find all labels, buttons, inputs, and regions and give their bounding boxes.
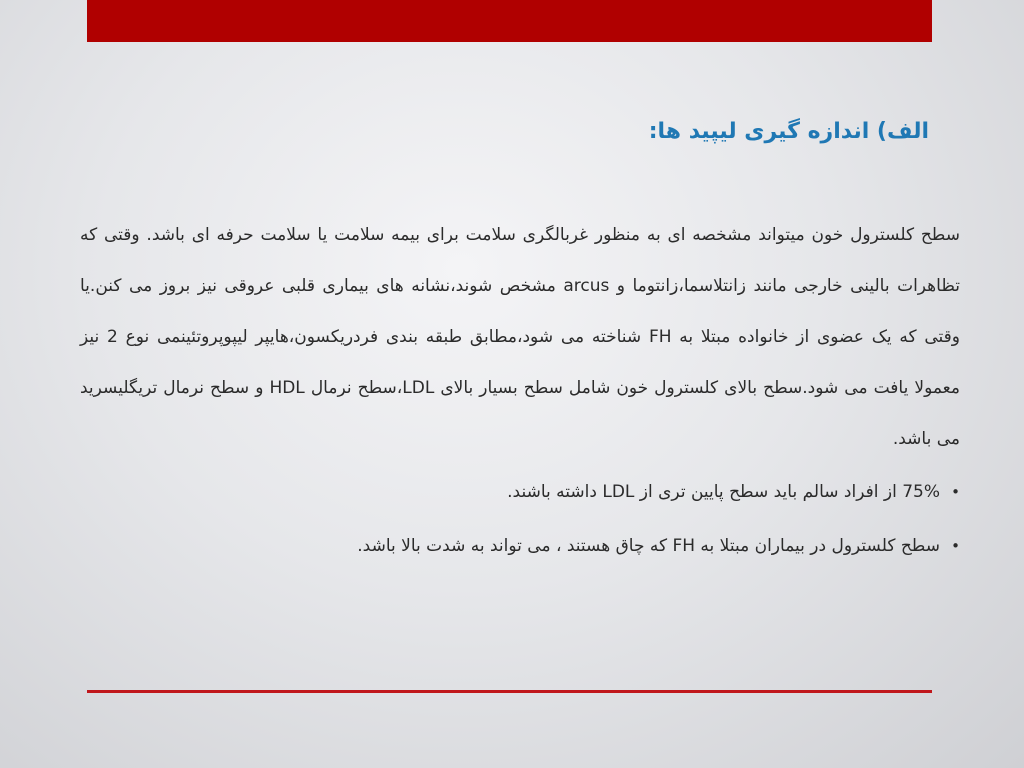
bullet-text: 75% از افراد سالم باید سطح پایین تری از LDL داشته باشند.	[507, 482, 940, 502]
bullet-icon: •	[951, 537, 960, 555]
slide-body	[80, 210, 960, 573]
top-accent-bar	[87, 0, 932, 42]
bullet-list	[80, 465, 960, 573]
bullet-icon: •	[951, 483, 960, 501]
slide-title: الف) اندازه گیری لیپید ها:	[648, 119, 929, 144]
list-item	[80, 519, 960, 573]
bottom-divider	[87, 690, 932, 693]
bullet-text: سطح کلسترول در بیماران مبتلا به FH که چاق هستند ، می تواند به شدت بالا باشد.	[357, 536, 940, 556]
list-item	[80, 465, 960, 519]
body-paragraph: سطح کلسترول خون میتواند مشخصه ای به منظور غربالگری سلامت برای بیمه سلامت یا سلامت حرفه ای باشد. وقتی که تظاهرات بالینی خارجی مانند زانتلاسما،زانتوما و arcus مشخص شوند،نشانه های بیماری قلبی عروقی نیز بروز می کنن.یا وقتی که یک عضوی از خانواده مبتلا به FH شناخته می شود،مطابق طبقه بندی فردریکسون،هایپر لیپوپروتئینمی نوع 2 نیز معمولا یافت می شود.سطح بالای کلسترول خون شامل سطح بسیار بالای LDL،سطح نرمال HDL و سطح نرمال تریگلیسرید می باشد.	[80, 225, 960, 449]
